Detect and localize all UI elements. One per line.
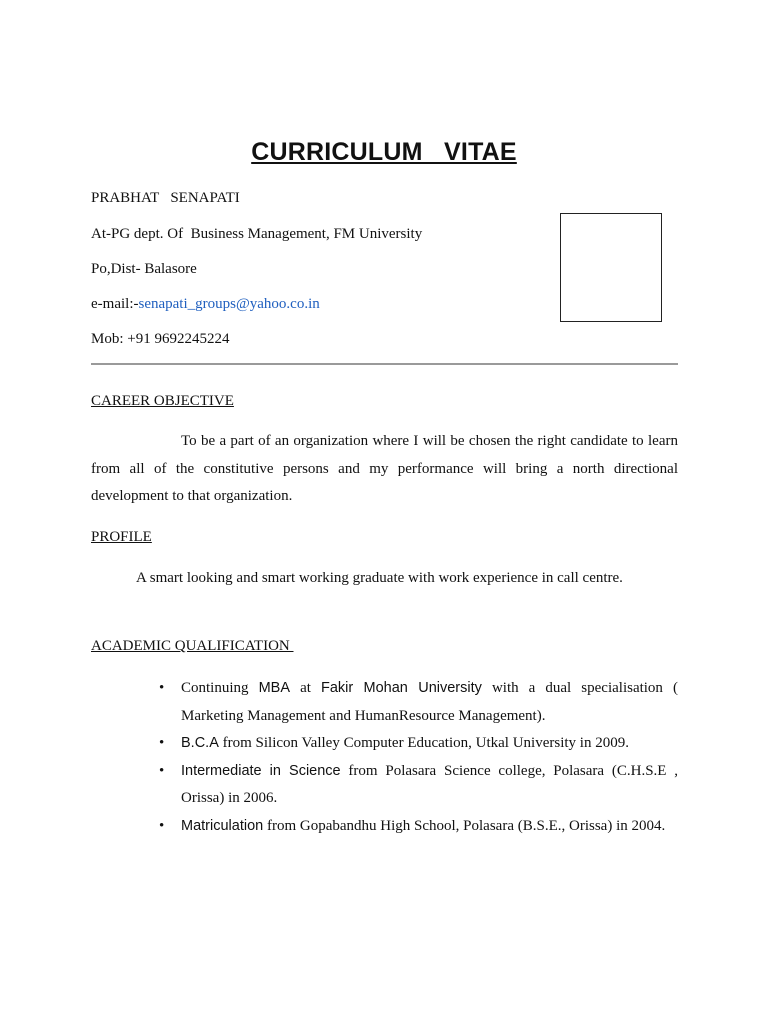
list-item <box>159 813 678 841</box>
email-line <box>91 296 320 313</box>
academic-heading: ACADEMIC QUALIFICATION <box>91 638 294 654</box>
degree-name: Intermediate in Science <box>181 762 341 779</box>
bullet-icon: • <box>159 817 165 834</box>
university-name: Fakir Mohan University <box>320 680 482 696</box>
item-text: at <box>290 680 321 696</box>
degree-name: MBA <box>258 680 290 696</box>
email-label: e-mail:- <box>91 296 139 312</box>
bullet-icon: • <box>159 680 165 696</box>
item-text: from Silicon Valley Computer Education, Utkal University in 2009. <box>218 735 629 751</box>
item-text: with a dual specialisation ( Marketing Management and HumanResource Management). <box>181 680 678 724</box>
mobile-number: Mob: +91 9692245224 <box>91 331 230 347</box>
address-line-1: At-PG dept. Of Business Management, FM University <box>91 226 423 242</box>
photo-placeholder <box>560 213 662 322</box>
applicant-name: PRABHAT SENAPATI <box>91 190 240 206</box>
profile-heading: PROFILE <box>91 529 152 545</box>
item-text: from Polasara Science college, Polasara (C.H.S.E , Orissa) in 2006. <box>181 762 679 806</box>
academic-list <box>159 675 679 840</box>
list-item <box>159 730 678 758</box>
document-title: CURRICULUM VITAE <box>251 138 517 166</box>
item-text: Continuing <box>181 680 259 696</box>
degree-name: B.C.A <box>181 735 219 751</box>
bullet-icon: • <box>159 762 165 779</box>
item-text: from Gopabandhu High School, Polasara (B.S.E., Orissa) in 2004. <box>263 817 666 834</box>
email-link[interactable]: senapati_groups@yahoo.co.in <box>138 296 320 312</box>
section-divider <box>91 363 678 365</box>
career-objective-text: To be a part of an organization where I will be chosen the right candidate to learn from all of the constitutive persons and my performance will bring a north directional development to that organization. <box>91 433 678 504</box>
address-line-2: Po,Dist- Balasore <box>91 261 197 277</box>
bullet-icon: • <box>159 735 165 751</box>
profile-text: A smart looking and smart working graduate with work experience in call centre. <box>136 570 623 586</box>
list-item <box>159 675 678 730</box>
degree-name: Matriculation <box>181 817 264 834</box>
career-objective-heading: CAREER OBJECTIVE <box>91 393 234 409</box>
list-item <box>159 758 679 813</box>
